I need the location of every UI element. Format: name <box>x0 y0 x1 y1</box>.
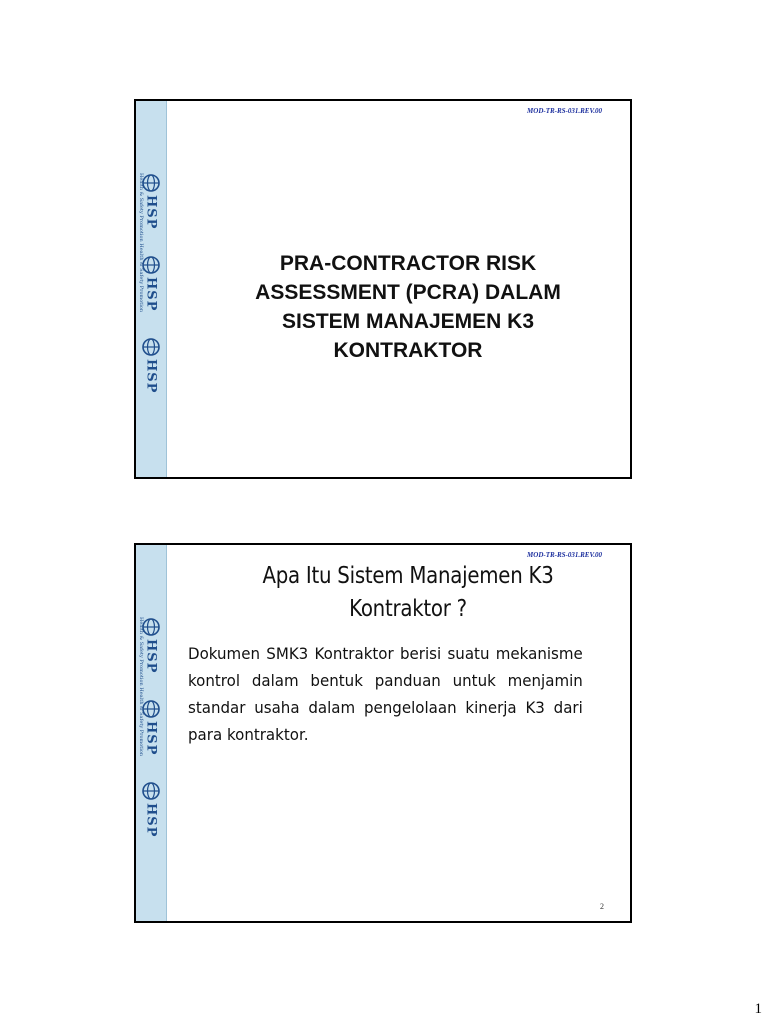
brand-tagline: Health & Safety Promotion Health & Safety Promotion <box>138 173 144 313</box>
brand-logo-text: HSP <box>143 720 159 756</box>
title-line: KONTRAKTOR <box>333 339 483 362</box>
page-number: 1 <box>754 1001 762 1017</box>
brand-logo-stack <box>136 173 166 393</box>
brand-logo-text: HSP <box>143 639 159 674</box>
globe-icon <box>141 781 161 801</box>
title-line: Apa Itu Sistem Manajemen K3 <box>262 563 554 589</box>
title-line: ASSESSMENT (PCRA) DALAM <box>255 281 561 304</box>
globe-icon <box>141 699 161 719</box>
title-line: PRA-CONTRACTOR RISK <box>279 252 537 275</box>
brand-logo-text: HSP <box>143 358 159 393</box>
brand-logo <box>141 617 161 673</box>
brand-logo-stack <box>136 617 166 837</box>
title-line: SISTEM MANAJEMEN K3 <box>281 310 535 333</box>
document-code: MOD-TR-RS-031.REV.00 <box>527 551 602 559</box>
globe-icon <box>141 173 161 193</box>
slide-2 <box>134 543 632 923</box>
brand-logo <box>141 337 161 393</box>
brand-logo <box>141 173 161 229</box>
side-brand-band <box>136 545 167 921</box>
document-code: MOD-TR-RS-031.REV.00 <box>527 107 602 115</box>
brand-tagline: Health & Safety Promotion Health & Safety Promotion <box>138 617 144 757</box>
globe-icon <box>141 617 161 637</box>
side-brand-band <box>136 101 167 477</box>
slide-1 <box>134 99 632 479</box>
globe-icon <box>141 255 161 275</box>
brand-logo-text: HSP <box>143 802 159 837</box>
slide-body-text: Dokumen SMK3 Kontraktor berisi suatu mekanisme kontrol dalam bentuk panduan untuk menjamin standar usaha dalam pengelolaan kinerja K3 dari para kontraktor. <box>188 644 583 744</box>
slide-title <box>217 560 599 626</box>
globe-icon <box>141 337 161 357</box>
slide-number: 2 <box>600 902 604 911</box>
title-line: Kontraktor ? <box>349 596 467 622</box>
brand-logo-text: HSP <box>143 195 159 230</box>
slide-title <box>196 249 620 365</box>
brand-logo <box>141 255 161 311</box>
brand-logo <box>141 699 161 755</box>
brand-logo-text: HSP <box>143 276 159 312</box>
brand-logo <box>141 781 161 837</box>
